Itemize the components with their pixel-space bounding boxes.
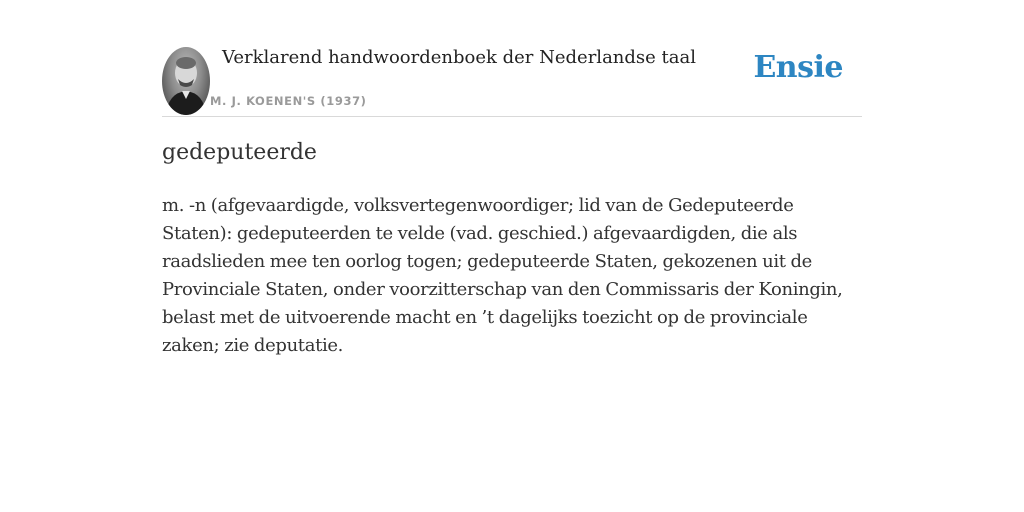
dictionary-author: M. J. KOENEN'S (1937) (210, 94, 367, 108)
ensie-logo[interactable]: Ensie (753, 50, 843, 85)
entry-headword: gedeputeerde (162, 140, 317, 165)
page-container (162, 0, 862, 356)
dictionary-title[interactable]: Verklarend handwoordenboek der Nederlandse taal (222, 47, 696, 68)
author-portrait-icon[interactable] (162, 47, 210, 115)
entry-definition: m. -n (afgevaardigde, volksvertegenwoordiger; lid van de Gedeputeerde Staten): gedeputeerden te velde (vad. geschied.) afgevaardigden, die als raadslieden mee ten oorlog togen; gedeputeerde Staten, gekozenen uit de Provinciale Staten, onder voorzitterschap van den Commissaris der Koningin, belast met de uitvoerende macht en ’t dagelijks toezicht op de provinciale zaken; zie deputatie. (162, 195, 843, 356)
header (162, 0, 862, 117)
